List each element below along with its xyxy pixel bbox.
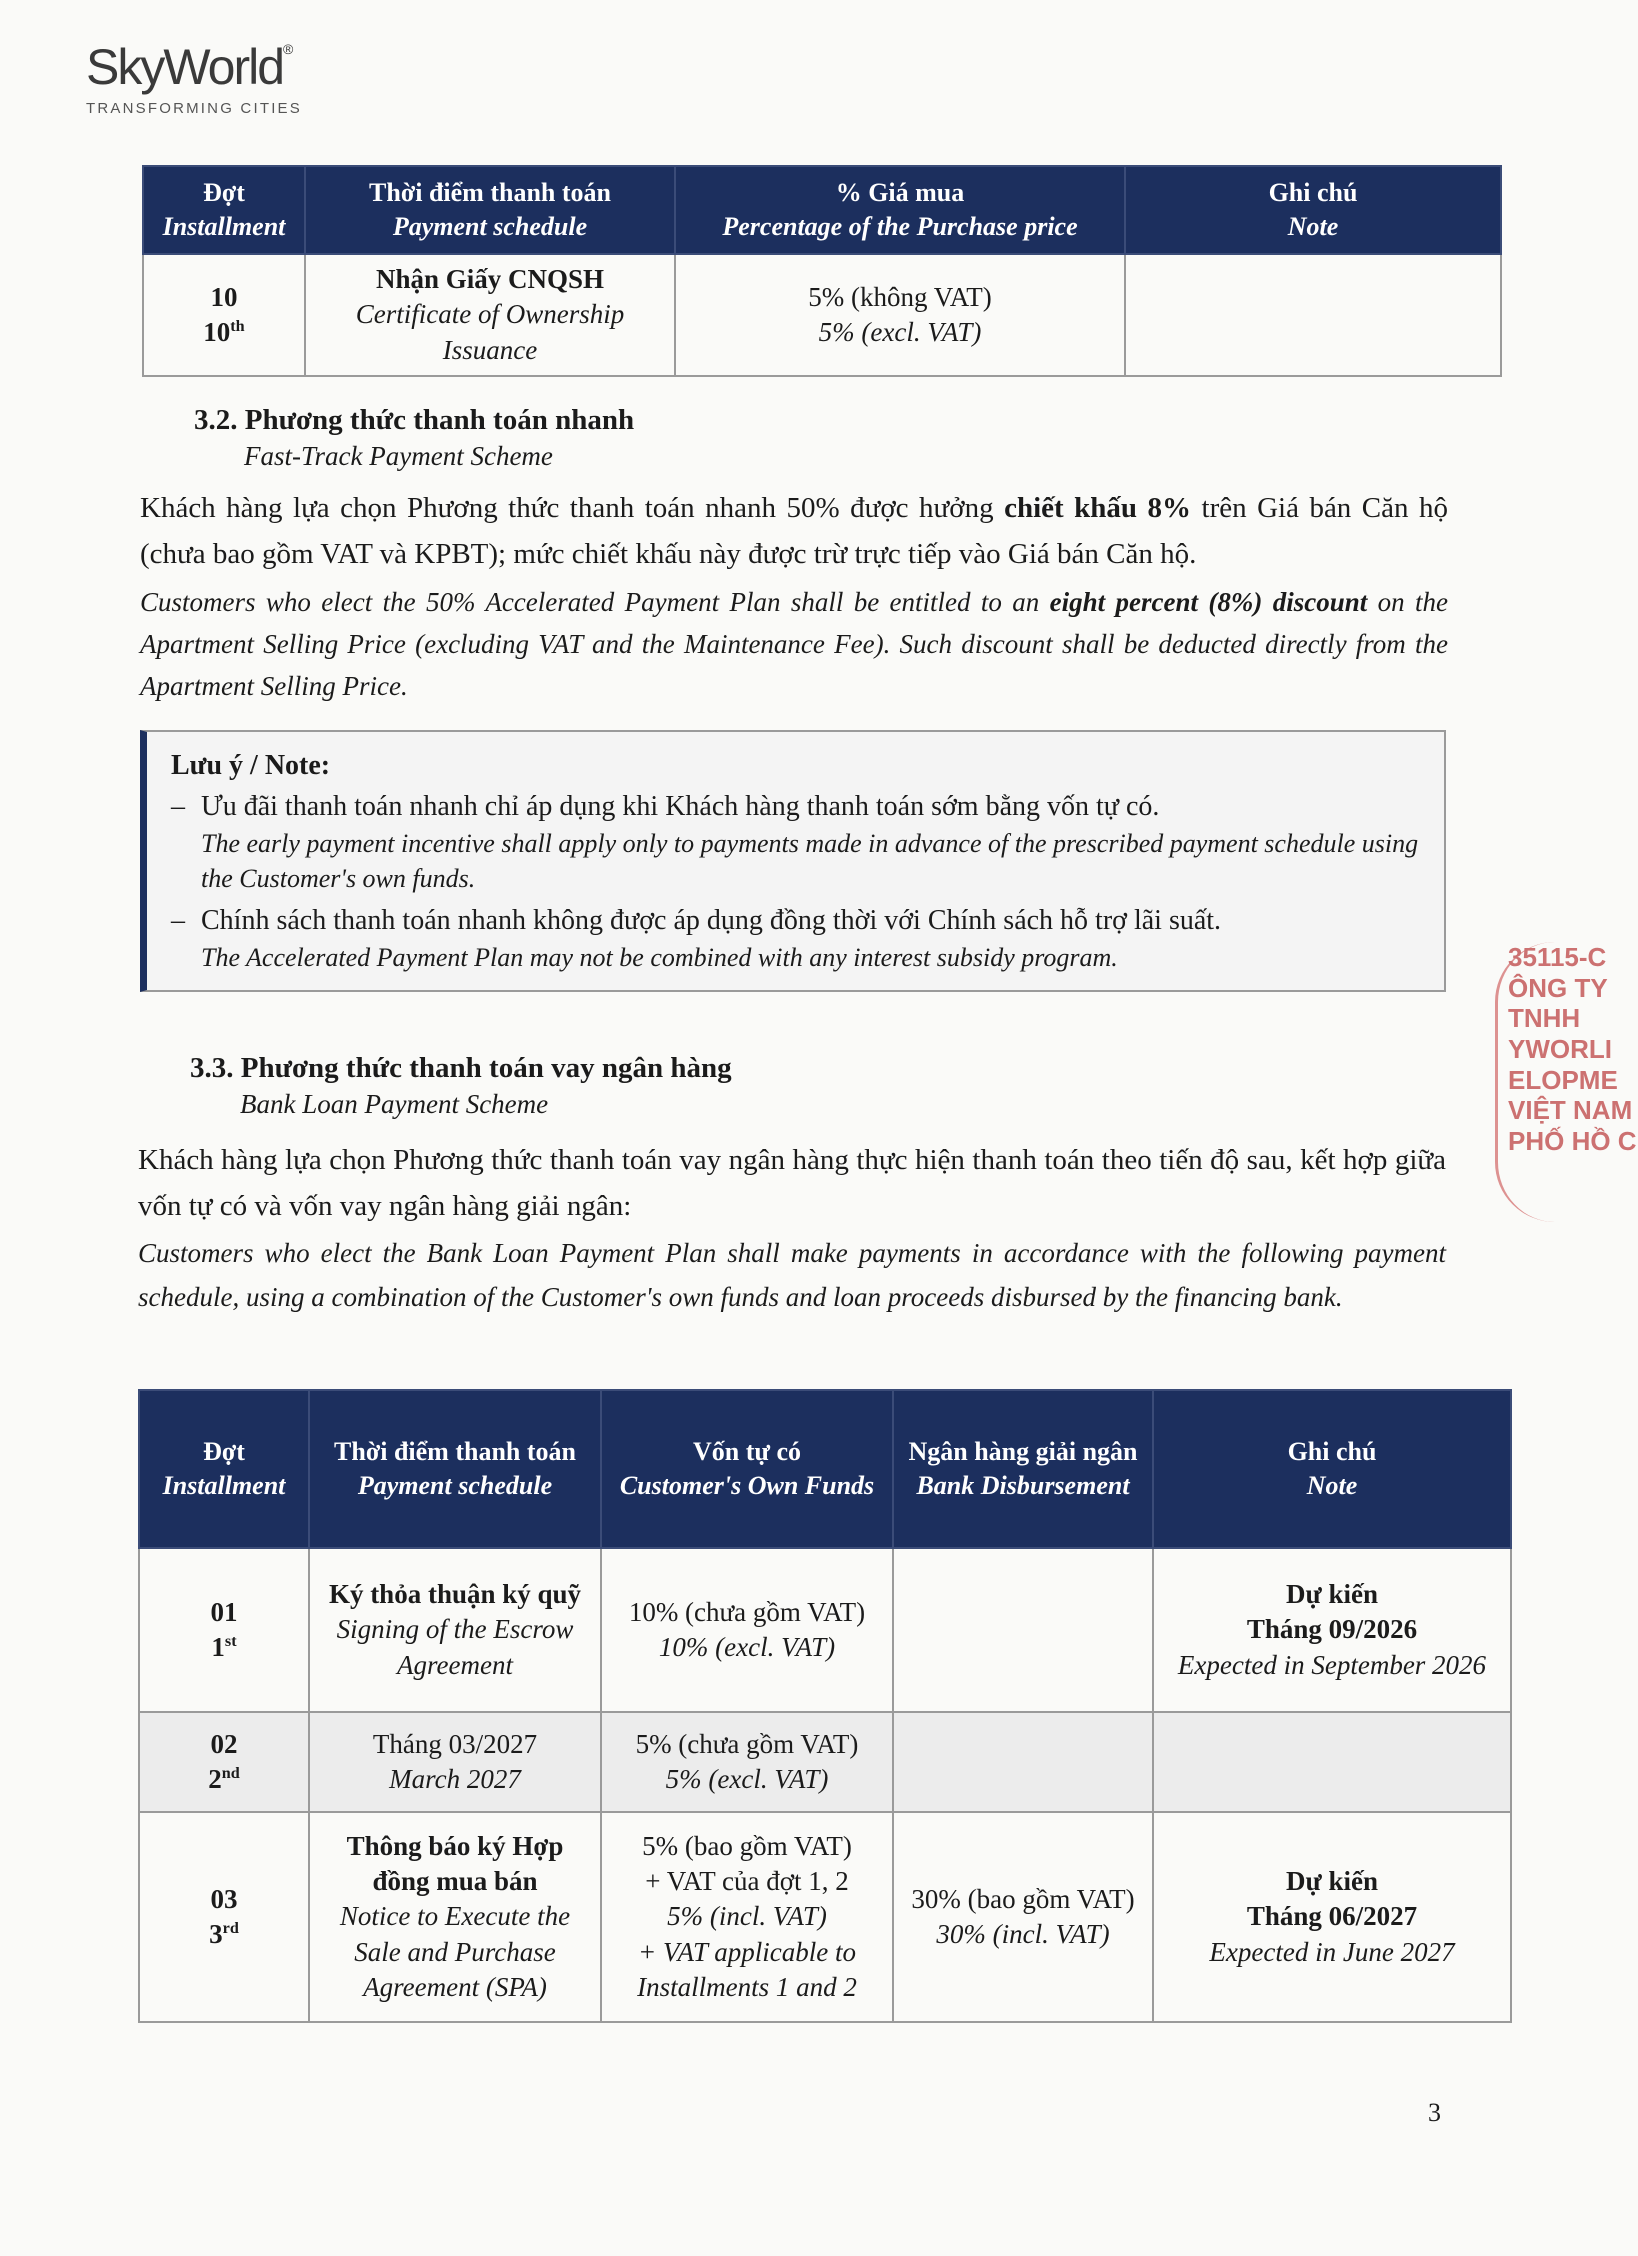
- table-header-row: [143, 166, 1501, 254]
- cell-own-funds: 5% (bao gồm VAT) + VAT của đợt 1, 2 5% (incl. VAT) + VAT applicable to Installments 1 and 2: [601, 1812, 893, 2022]
- section-3-3-paragraph-en: Customers who elect the Bank Loan Payment Plan shall make payments in accordance with the following payment schedule, using a combination of the Customer's own funds and loan proceeds disbursed by the financing bank.: [138, 1238, 1446, 1312]
- cell-schedule: Tháng 03/2027 March 2027: [309, 1712, 601, 1812]
- cell-note: [1153, 1712, 1511, 1812]
- header-note: Ghi chú Note: [1153, 1390, 1511, 1548]
- cell-schedule: Thông báo ký Hợp đồng mua bán Notice to Execute the Sale and Purchase Agreement (SPA): [309, 1812, 601, 2022]
- note-box: [140, 730, 1446, 992]
- cell-installment: 02 2nd: [139, 1712, 309, 1812]
- header-bank-disbursement: Ngân hàng giải ngân Bank Disbursement: [893, 1390, 1153, 1548]
- header-own-funds: Vốn tự có Customer's Own Funds: [601, 1390, 893, 1548]
- cell-note: Dự kiến Tháng 06/2027 Expected in June 2027: [1153, 1812, 1511, 2022]
- table-row: [139, 1712, 1511, 1812]
- section-3-3-paragraph-vi: Khách hàng lựa chọn Phương thức thanh toán vay ngân hàng thực hiện thanh toán theo tiến độ sau, kết hợp giữa vốn tự có và vốn vay ngân hàng giải ngân:: [138, 1144, 1446, 1222]
- section-3-2-paragraph-vi: Khách hàng lựa chọn Phương thức thanh toán nhanh 50% được hưởng chiết khấu 8% trên Giá bán Căn hộ (chưa bao gồm VAT và KPBT); mức chiết khấu này được trừ trực tiếp vào Giá bán Căn hộ.: [140, 492, 1448, 570]
- company-seal: 35115-C ÔNG TY TNHH YWORLI ELOPME VIỆT NAM PHỐ HỒ C: [1495, 942, 1638, 1222]
- cell-schedule: Ký thỏa thuận ký quỹ Signing of the Escrow Agreement: [309, 1548, 601, 1712]
- cell-note: Dự kiến Tháng 09/2026 Expected in September 2026: [1153, 1548, 1511, 1712]
- cell-own-funds: 10% (chưa gồm VAT) 10% (excl. VAT): [601, 1548, 893, 1712]
- section-3-3-heading: 3.3. Phương thức thanh toán vay ngân hàng Bank Loan Payment Scheme: [190, 1052, 732, 1119]
- cell-bank: 30% (bao gồm VAT) 30% (incl. VAT): [893, 1812, 1153, 2022]
- cell-installment: 03 3rd: [139, 1812, 309, 2022]
- page-number: 3: [1428, 2098, 1441, 2127]
- cell-note: [1125, 254, 1501, 376]
- note-title: Lưu ý / Note:: [171, 750, 331, 781]
- logo-tagline: TRANSFORMING CITIES: [86, 100, 302, 117]
- cell-installment: 10 10th: [143, 254, 305, 376]
- note-item: – Chính sách thanh toán nhanh không được áp dụng đồng thời với Chính sách hỗ trợ lãi suất. The Accelerated Payment Plan may not be combined with any interest subsidy program.: [171, 904, 1222, 972]
- section-3-2-paragraph-en: Customers who elect the 50% Accelerated Payment Plan shall be entitled to an eight percent (8%) discount on the Apartment Selling Price (excluding VAT and the Maintenance Fee). Such discount shall be deducted directly from the Apartment Selling Price.: [140, 587, 1448, 701]
- header-installment: Đợt Installment: [139, 1390, 309, 1548]
- section-3-2-heading: 3.2. Phương thức thanh toán nhanh Fast-Track Payment Scheme: [194, 404, 635, 471]
- cell-installment: 01 1st: [139, 1548, 309, 1712]
- header-percentage: % Giá mua Percentage of the Purchase price: [675, 166, 1125, 254]
- installment-table-2: [138, 1389, 1512, 2023]
- cell-bank: [893, 1548, 1153, 1712]
- logo-wordmark: SkyWorld®: [86, 39, 292, 95]
- company-logo: [86, 39, 302, 117]
- header-installment: Đợt Installment: [143, 166, 305, 254]
- header-payment-schedule: Thời điểm thanh toán Payment schedule: [309, 1390, 601, 1548]
- table-row: [139, 1548, 1511, 1712]
- cell-schedule: Nhận Giấy CNQSH Certificate of Ownership Issuance: [305, 254, 675, 376]
- header-note: Ghi chú Note: [1125, 166, 1501, 254]
- table-header-row: [139, 1390, 1511, 1548]
- note-item: – Ưu đãi thanh toán nhanh chỉ áp dụng khi Khách hàng thanh toán sớm bằng vốn tự có. The early payment incentive shall apply only to payments made in advance of the prescribed payment schedule using the Customer's own funds.: [171, 791, 1419, 893]
- cell-percentage: 5% (không VAT) 5% (excl. VAT): [675, 254, 1125, 376]
- installment-table-1: [142, 165, 1502, 377]
- cell-bank: [893, 1712, 1153, 1812]
- table-row: [143, 254, 1501, 376]
- header-payment-schedule: Thời điểm thanh toán Payment schedule: [305, 166, 675, 254]
- table-row: [139, 1812, 1511, 2022]
- cell-own-funds: 5% (chưa gồm VAT) 5% (excl. VAT): [601, 1712, 893, 1812]
